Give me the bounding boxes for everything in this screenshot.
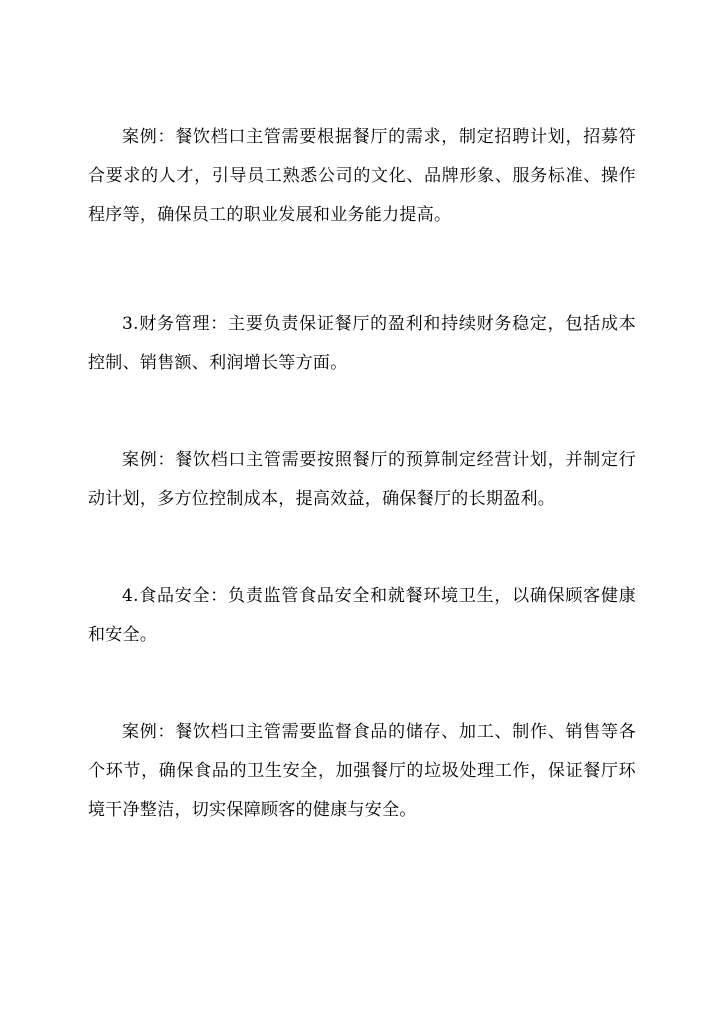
paragraph-food-safety: 4.食品安全：负责监管食品安全和就餐环境卫生，以确保顾客健康和安全。 [88, 586, 636, 645]
paragraph-food-safety-case: 案例：餐饮档口主管需要监督食品的储存、加工、制作、销售等各个环节，确保食品的卫生安全，加强餐厅的垃圾处理工作，保证餐厅环境干净整洁，切实保障顾客的健康与安全。 [88, 722, 636, 820]
paragraph-recruitment-case: 案例：餐饮档口主管需要根据餐厅的需求，制定招聘计划，招募符合要求的人才，引导员工熟悉公司的文化、品牌形象、服务标准、操作程序等，确保员工的职业发展和业务能力提高。 [88, 127, 636, 225]
paragraph-financial-case: 案例：餐饮档口主管需要按照餐厅的预算制定经营计划，并制定行动计划，多方位控制成本，提高效益，确保餐厅的长期盈利。 [88, 450, 636, 509]
paragraph-financial-management: 3.财务管理：主要负责保证餐厅的盈利和持续财务稳定，包括成本控制、销售额、利润增长等方面。 [88, 314, 636, 373]
